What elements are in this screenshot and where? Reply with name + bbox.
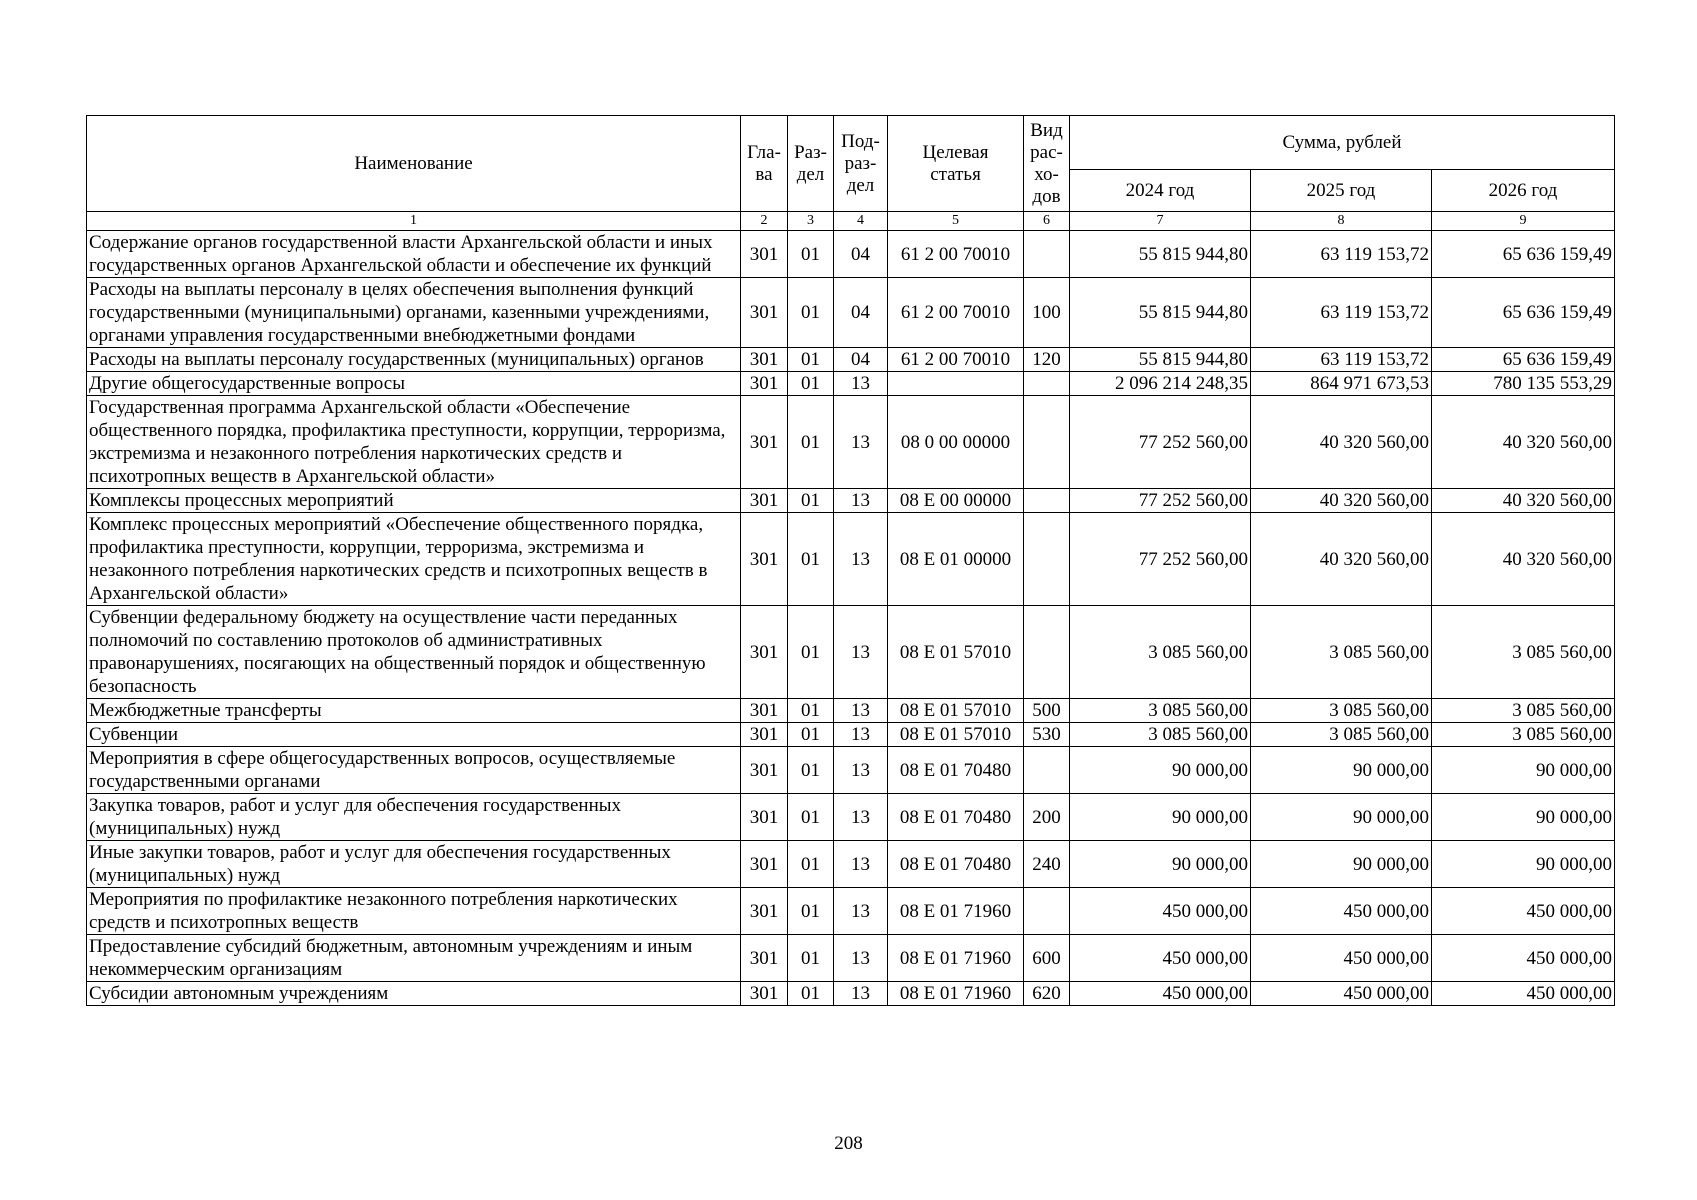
row-sum-2026: 40 320 560,00 [1432,489,1615,513]
row-sum-2026: 780 135 553,29 [1432,372,1615,396]
row-sum-2026: 450 000,00 [1432,888,1615,935]
row-sum-2026: 3 085 560,00 [1432,606,1615,699]
row-sum-2025: 63 119 153,72 [1251,278,1432,348]
table-row [87,747,1615,794]
header-summa: Сумма, рублей [1070,116,1615,170]
row-name: Расходы на выплаты персоналу в целях обеспечения выполнения функций государственными (муниципальными) органами, казенными учреждениями, органами управления государственными внебюджетными фондами [87,278,741,348]
row-vid-rashodov [1024,747,1070,794]
row-sum-2026: 40 320 560,00 [1432,513,1615,606]
row-glava: 301 [741,348,788,372]
row-name: Расходы на выплаты персоналу государственных (муниципальных) органов [87,348,741,372]
column-number: 1 [87,212,741,231]
row-sum-2024: 55 815 944,80 [1070,348,1251,372]
row-celevaya-statya: 61 2 00 70010 [888,278,1024,348]
row-podrazdel: 13 [834,723,888,747]
row-name: Межбюджетные трансферты [87,699,741,723]
table-row [87,935,1615,982]
row-name: Другие общегосударственные вопросы [87,372,741,396]
row-glava: 301 [741,723,788,747]
row-glava: 301 [741,935,788,982]
row-podrazdel: 13 [834,489,888,513]
row-glava: 301 [741,982,788,1006]
row-glava: 301 [741,489,788,513]
row-glava: 301 [741,747,788,794]
row-sum-2025: 3 085 560,00 [1251,699,1432,723]
row-razdel: 01 [788,606,834,699]
row-razdel: 01 [788,372,834,396]
column-number: 4 [834,212,888,231]
row-razdel: 01 [788,794,834,841]
header-glava: Гла- ва [741,116,788,212]
row-glava: 301 [741,841,788,888]
row-celevaya-statya: 08 Е 01 71960 [888,982,1024,1006]
column-number: 5 [888,212,1024,231]
row-sum-2026: 450 000,00 [1432,935,1615,982]
row-sum-2026: 90 000,00 [1432,747,1615,794]
row-name: Мероприятия в сфере общегосударственных вопросов, осуществляемые государственными органами [87,747,741,794]
row-razdel: 01 [788,982,834,1006]
row-razdel: 01 [788,513,834,606]
row-sum-2025: 40 320 560,00 [1251,489,1432,513]
row-sum-2024: 90 000,00 [1070,794,1251,841]
row-sum-2024: 3 085 560,00 [1070,699,1251,723]
row-sum-2026: 65 636 159,49 [1432,278,1615,348]
row-podrazdel: 13 [834,606,888,699]
row-vid-rashodov [1024,372,1070,396]
table-row [87,888,1615,935]
row-sum-2024: 2 096 214 248,35 [1070,372,1251,396]
row-sum-2025: 63 119 153,72 [1251,348,1432,372]
row-name: Субвенции [87,723,741,747]
row-sum-2025: 3 085 560,00 [1251,723,1432,747]
header-celevaya-statya: Целевая статья [888,116,1024,212]
header-year-2024: 2024 год [1070,170,1251,212]
row-razdel: 01 [788,935,834,982]
row-vid-rashodov: 530 [1024,723,1070,747]
header-year-2026: 2026 год [1432,170,1615,212]
table-row [87,396,1615,489]
row-sum-2024: 3 085 560,00 [1070,606,1251,699]
row-razdel: 01 [788,231,834,278]
row-sum-2025: 450 000,00 [1251,982,1432,1006]
row-razdel: 01 [788,278,834,348]
table-row [87,513,1615,606]
row-celevaya-statya: 61 2 00 70010 [888,348,1024,372]
row-vid-rashodov [1024,606,1070,699]
row-vid-rashodov: 240 [1024,841,1070,888]
row-podrazdel: 13 [834,935,888,982]
column-number: 6 [1024,212,1070,231]
row-vid-rashodov: 620 [1024,982,1070,1006]
row-glava: 301 [741,372,788,396]
column-number: 8 [1251,212,1432,231]
table-row [87,982,1615,1006]
row-razdel: 01 [788,841,834,888]
row-celevaya-statya: 08 Е 01 57010 [888,699,1024,723]
table-row [87,278,1615,348]
row-glava: 301 [741,396,788,489]
page-number: 208 [834,1133,863,1154]
row-celevaya-statya: 08 0 00 00000 [888,396,1024,489]
row-sum-2024: 450 000,00 [1070,982,1251,1006]
row-sum-2026: 90 000,00 [1432,841,1615,888]
row-podrazdel: 13 [834,794,888,841]
table-row [87,699,1615,723]
column-number: 7 [1070,212,1251,231]
row-sum-2026: 65 636 159,49 [1432,231,1615,278]
row-celevaya-statya: 08 Е 01 71960 [888,888,1024,935]
row-sum-2025: 40 320 560,00 [1251,513,1432,606]
row-sum-2024: 90 000,00 [1070,747,1251,794]
row-podrazdel: 04 [834,348,888,372]
row-vid-rashodov: 120 [1024,348,1070,372]
row-name: Содержание органов государственной власти Архангельской области и иных государственных органов Архангельской области и обеспечение их функций [87,231,741,278]
row-name: Субвенции федеральному бюджету на осуществление части переданных полномочий по составлению протоколов об административных правонарушениях, посягающих на общественный порядок и общественную безопасность [87,606,741,699]
row-sum-2024: 450 000,00 [1070,935,1251,982]
row-sum-2026: 3 085 560,00 [1432,723,1615,747]
row-glava: 301 [741,699,788,723]
row-razdel: 01 [788,747,834,794]
row-celevaya-statya: 08 Е 01 71960 [888,935,1024,982]
row-glava: 301 [741,278,788,348]
row-glava: 301 [741,888,788,935]
row-vid-rashodov: 600 [1024,935,1070,982]
table-row [87,841,1615,888]
table-row [87,489,1615,513]
row-sum-2025: 90 000,00 [1251,747,1432,794]
row-celevaya-statya [888,372,1024,396]
row-podrazdel: 13 [834,699,888,723]
row-razdel: 01 [788,396,834,489]
column-number: 2 [741,212,788,231]
row-razdel: 01 [788,489,834,513]
row-glava: 301 [741,794,788,841]
row-razdel: 01 [788,723,834,747]
row-sum-2024: 55 815 944,80 [1070,231,1251,278]
row-razdel: 01 [788,348,834,372]
row-sum-2024: 77 252 560,00 [1070,513,1251,606]
row-celevaya-statya: 08 Е 01 70480 [888,794,1024,841]
row-podrazdel: 13 [834,982,888,1006]
row-sum-2025: 90 000,00 [1251,794,1432,841]
row-podrazdel: 13 [834,747,888,794]
row-sum-2026: 90 000,00 [1432,794,1615,841]
row-name: Мероприятия по профилактике незаконного потребления наркотических средств и психотропных веществ [87,888,741,935]
budget-table [86,115,1615,1006]
row-celevaya-statya: 08 Е 00 00000 [888,489,1024,513]
table-row [87,794,1615,841]
column-number-row [87,212,1615,231]
row-podrazdel: 13 [834,396,888,489]
row-vid-rashodov [1024,231,1070,278]
row-sum-2026: 450 000,00 [1432,982,1615,1006]
row-celevaya-statya: 08 Е 01 70480 [888,841,1024,888]
row-podrazdel: 13 [834,841,888,888]
row-sum-2026: 65 636 159,49 [1432,348,1615,372]
row-podrazdel: 04 [834,278,888,348]
row-sum-2025: 3 085 560,00 [1251,606,1432,699]
table-row [87,231,1615,278]
row-razdel: 01 [788,699,834,723]
row-sum-2024: 450 000,00 [1070,888,1251,935]
row-vid-rashodov: 200 [1024,794,1070,841]
row-sum-2025: 450 000,00 [1251,888,1432,935]
header-year-2025: 2025 год [1251,170,1432,212]
row-vid-rashodov [1024,888,1070,935]
row-sum-2025: 90 000,00 [1251,841,1432,888]
row-name: Комплекс процессных мероприятий «Обеспечение общественного порядка, профилактика преступности, коррупции, терроризма, экстремизма и незаконного потребления наркотических средств и психотропных веществ в Архангельской области» [87,513,741,606]
row-vid-rashodov: 500 [1024,699,1070,723]
header-razdel: Раз- дел [788,116,834,212]
row-celevaya-statya: 61 2 00 70010 [888,231,1024,278]
row-name: Закупка товаров, работ и услуг для обеспечения государственных (муниципальных) нужд [87,794,741,841]
table-body [87,231,1615,1006]
row-celevaya-statya: 08 Е 01 00000 [888,513,1024,606]
row-vid-rashodov [1024,396,1070,489]
row-name: Субсидии автономным учреждениям [87,982,741,1006]
header-vid-rashodov: Вид рас- хо- дов [1024,116,1070,212]
row-podrazdel: 13 [834,513,888,606]
table-row [87,606,1615,699]
row-sum-2026: 40 320 560,00 [1432,396,1615,489]
row-name: Иные закупки товаров, работ и услуг для обеспечения государственных (муниципальных) нужд [87,841,741,888]
row-sum-2025: 40 320 560,00 [1251,396,1432,489]
row-razdel: 01 [788,888,834,935]
table-row [87,372,1615,396]
row-podrazdel: 13 [834,888,888,935]
table-row [87,723,1615,747]
row-sum-2025: 864 971 673,53 [1251,372,1432,396]
column-number: 9 [1432,212,1615,231]
row-sum-2024: 3 085 560,00 [1070,723,1251,747]
row-celevaya-statya: 08 Е 01 57010 [888,606,1024,699]
column-number: 3 [788,212,834,231]
row-celevaya-statya: 08 Е 01 70480 [888,747,1024,794]
row-sum-2024: 77 252 560,00 [1070,489,1251,513]
row-sum-2024: 77 252 560,00 [1070,396,1251,489]
row-name: Предоставление субсидий бюджетным, автономным учреждениям и иным некоммерческим организациям [87,935,741,982]
row-glava: 301 [741,606,788,699]
row-vid-rashodov: 100 [1024,278,1070,348]
row-name: Государственная программа Архангельской области «Обеспечение общественного порядка, профилактика преступности, коррупции, терроризма, экстремизма и незаконного потребления наркотических средств и психотропных веществ в Архангельской области» [87,396,741,489]
header-name: Наименование [87,116,741,212]
row-sum-2026: 3 085 560,00 [1432,699,1615,723]
row-name: Комплексы процессных мероприятий [87,489,741,513]
header-podrazdel: Под- раз- дел [834,116,888,212]
row-vid-rashodov [1024,489,1070,513]
row-podrazdel: 04 [834,231,888,278]
row-sum-2025: 450 000,00 [1251,935,1432,982]
row-podrazdel: 13 [834,372,888,396]
row-sum-2024: 55 815 944,80 [1070,278,1251,348]
row-celevaya-statya: 08 Е 01 57010 [888,723,1024,747]
row-vid-rashodov [1024,513,1070,606]
row-sum-2025: 63 119 153,72 [1251,231,1432,278]
row-sum-2024: 90 000,00 [1070,841,1251,888]
row-glava: 301 [741,231,788,278]
table-row [87,348,1615,372]
row-glava: 301 [741,513,788,606]
